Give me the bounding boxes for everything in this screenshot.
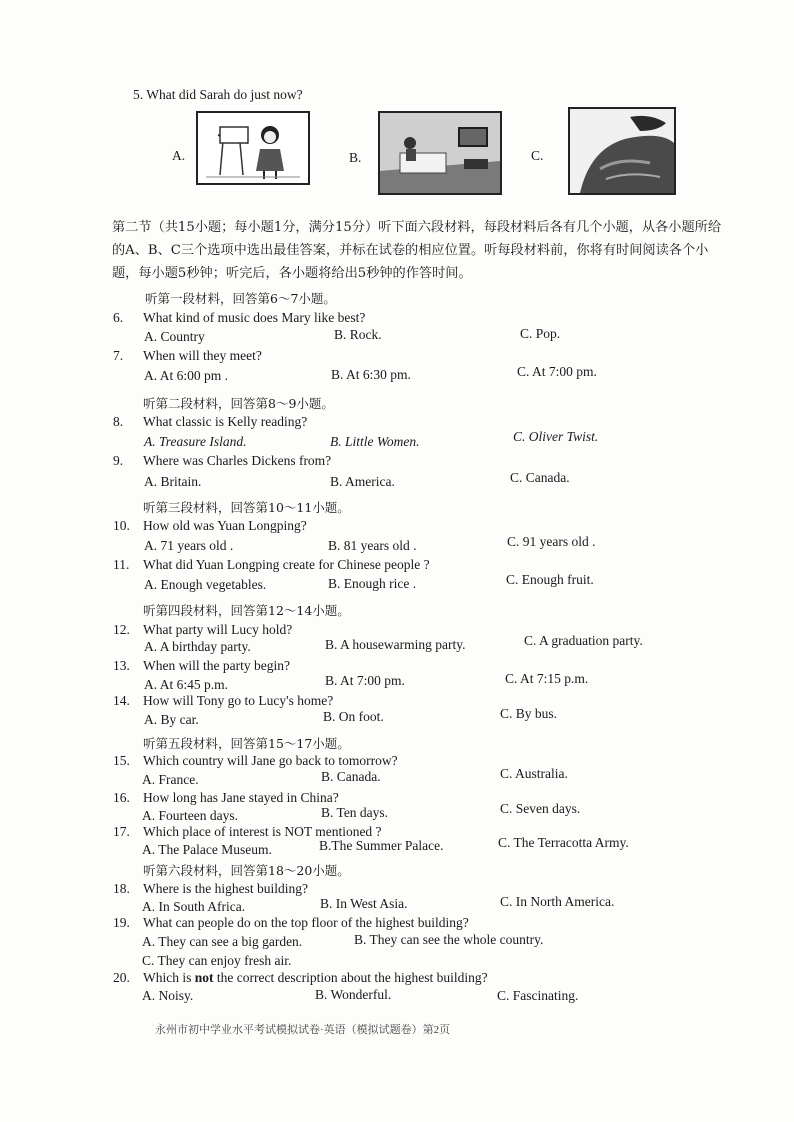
q15-option-a: A. France. [142,772,199,787]
question-text: When will they meet? [143,348,262,363]
question-number: 9. [113,453,124,468]
question-text: What kind of music does Mary like best? [143,310,366,325]
q5-option-c-label: C. [531,148,544,163]
q17-option-a: A. The Palace Museum. [142,842,272,857]
question-8 [113,414,307,430]
question-text: Where is the highest building? [143,881,308,896]
q13-option-a: A. At 6:45 p.m. [144,677,229,692]
q14-option-b: B. On foot. [323,709,384,724]
q8-option-a: A. Treasure Island. [144,434,247,449]
question-14 [113,693,333,709]
q9-option-a: A. Britain. [144,474,202,489]
question-text: Which place of interest is NOT mentioned ? [143,824,382,839]
question-number: 12. [113,622,130,637]
question-7 [113,348,262,364]
q11-option-b: B. Enough rice . [328,576,417,591]
q9-option-c: C. Canada. [510,470,570,485]
q15-option-c: C. Australia. [500,766,568,781]
q10-option-a: A. 71 years old . [144,538,234,553]
question-19 [113,915,469,931]
q18-option-c: C. In North America. [500,894,615,909]
question-text: When will the party begin? [143,658,290,673]
q6-option-a: A. Country [144,329,205,344]
question-text-emphasis: not [194,970,214,985]
question-11 [113,557,430,573]
question-text: What can people do on the top floor of the highest building? [143,915,469,930]
question-text: What party will Lucy hold? [143,622,293,637]
q20-option-c: C. Fascinating. [497,988,579,1003]
question-6 [113,310,365,326]
q10-option-c: C. 91 years old . [507,534,596,549]
question-number: 17. [113,824,130,839]
question-10 [113,518,307,534]
q17-option-c: C. The Terracotta Army. [498,835,629,850]
q11-option-c: C. Enough fruit. [506,572,594,587]
q16-option-a: A. Fourteen days. [142,808,238,823]
question-number: 15. [113,753,130,768]
q13-option-b: B. At 7:00 pm. [325,673,405,688]
q7-option-a: A. At 6:00 pm . [144,368,229,383]
question-text: What classic is Kelly reading? [143,414,308,429]
material-5-instruction: 听第五段材料，回答第15～17小题。 [143,736,350,751]
q20-option-b: B. Wonderful. [315,987,392,1002]
q19-option-b: B. They can see the whole country. [354,932,544,947]
statue-close-up-picture [570,109,674,193]
q7-option-b: B. At 6:30 pm. [331,367,411,382]
question-number: 16. [113,790,130,805]
q17-option-b: B.The Summer Palace. [319,838,444,853]
question-9 [113,453,331,469]
question-text: How long has Jane stayed in China? [143,790,339,805]
material-1-instruction: 听第一段材料，回答第6～7小题。 [145,291,336,306]
q8-option-c: C. Oliver Twist. [513,429,599,444]
q5-picture-b-living-room [378,111,502,195]
question-15 [113,753,398,769]
question-text-pre: Which is [143,970,195,985]
q12-option-a: A. A birthday party. [144,639,251,654]
question-20 [113,970,488,986]
page-footer: 永州市初中学业水平考试模拟试卷·英语（模拟试题卷）第2页 [155,1024,451,1036]
q12-option-b: B. A housewarming party. [325,637,466,652]
question-number: 13. [113,658,130,673]
question-text-post: the correct description about the highest building? [213,970,488,985]
question-text: How old was Yuan Longping? [143,518,307,533]
q19-option-a: A. They can see a big garden. [142,934,303,949]
question-number: 7. [113,348,124,363]
question-12 [113,622,292,638]
question-number: 14. [113,693,130,708]
question-5 [133,87,303,103]
q5-picture-c-statue [568,107,676,195]
q18-option-a: A. In South Africa. [142,899,246,914]
q12-option-c: C. A graduation party. [524,633,643,648]
q15-option-b: B. Canada. [321,769,381,784]
q20-option-a: A. Noisy. [142,988,194,1003]
question-18 [113,881,308,897]
question-number: 10. [113,518,130,533]
q7-option-c: C. At 7:00 pm. [517,364,597,379]
q6-option-b: B. Rock. [334,327,382,342]
q9-option-b: B. America. [330,474,395,489]
question-number: 20. [113,970,130,985]
living-room-tv-picture [380,113,500,193]
question-text: Which country will Jane go back to tomorrow? [143,753,398,768]
material-6-instruction: 听第六段材料，回答第18～20小题。 [143,863,350,878]
question-text: What did Sarah do just now? [146,87,303,102]
question-number: 5. [133,87,144,102]
q5-option-b-label: B. [349,150,362,165]
q8-option-b: B. Little Women. [330,434,420,449]
q14-option-c: C. By bus. [500,706,558,721]
question-number: 18. [113,881,130,896]
question-number: 6. [113,310,124,325]
q11-option-a: A. Enough vegetables. [144,577,267,592]
question-number: 19. [113,915,130,930]
q16-option-b: B. Ten days. [321,805,389,820]
q13-option-c: C. At 7:15 p.m. [505,671,589,686]
material-4-instruction: 听第四段材料，回答第12～14小题。 [143,603,350,618]
question-number: 8. [113,414,124,429]
question-text: How will Tony go to Lucy's home? [143,693,334,708]
q18-option-b: B. In West Asia. [320,896,408,911]
q6-option-c: C. Pop. [520,326,561,341]
question-text: What did Yuan Longping create for Chinese people ? [143,557,430,572]
q19-option-c: C. They can enjoy fresh air. [142,953,292,968]
q10-option-b: B. 81 years old . [328,538,417,553]
q16-option-c: C. Seven days. [500,801,581,816]
question-13 [113,658,290,674]
question-16 [113,790,339,806]
material-3-instruction: 听第三段材料，回答第10～11小题。 [143,500,350,515]
q5-option-a-label: A. [172,148,186,163]
section-2-instructions: 第二节（共15小题；每小题1分，满分15分）听下面六段材料，每段材料后各有几个小题，从各小题所给的A、B、C三个选项中选出最佳答案，并标在试卷的相应位置。听每段材料前，你将有时间阅读各个小题，每小题5秒钟；听完后，各小题将给出5秒钟的作答时间。 [112,220,722,281]
q14-option-a: A. By car. [144,712,199,727]
material-2-instruction: 听第二段材料，回答第8～9小题。 [143,396,334,411]
girl-at-easel-picture [198,113,308,183]
question-text: Where was Charles Dickens from? [143,453,332,468]
question-number: 11. [113,557,130,572]
q5-picture-a-girl-drawing [196,111,310,185]
